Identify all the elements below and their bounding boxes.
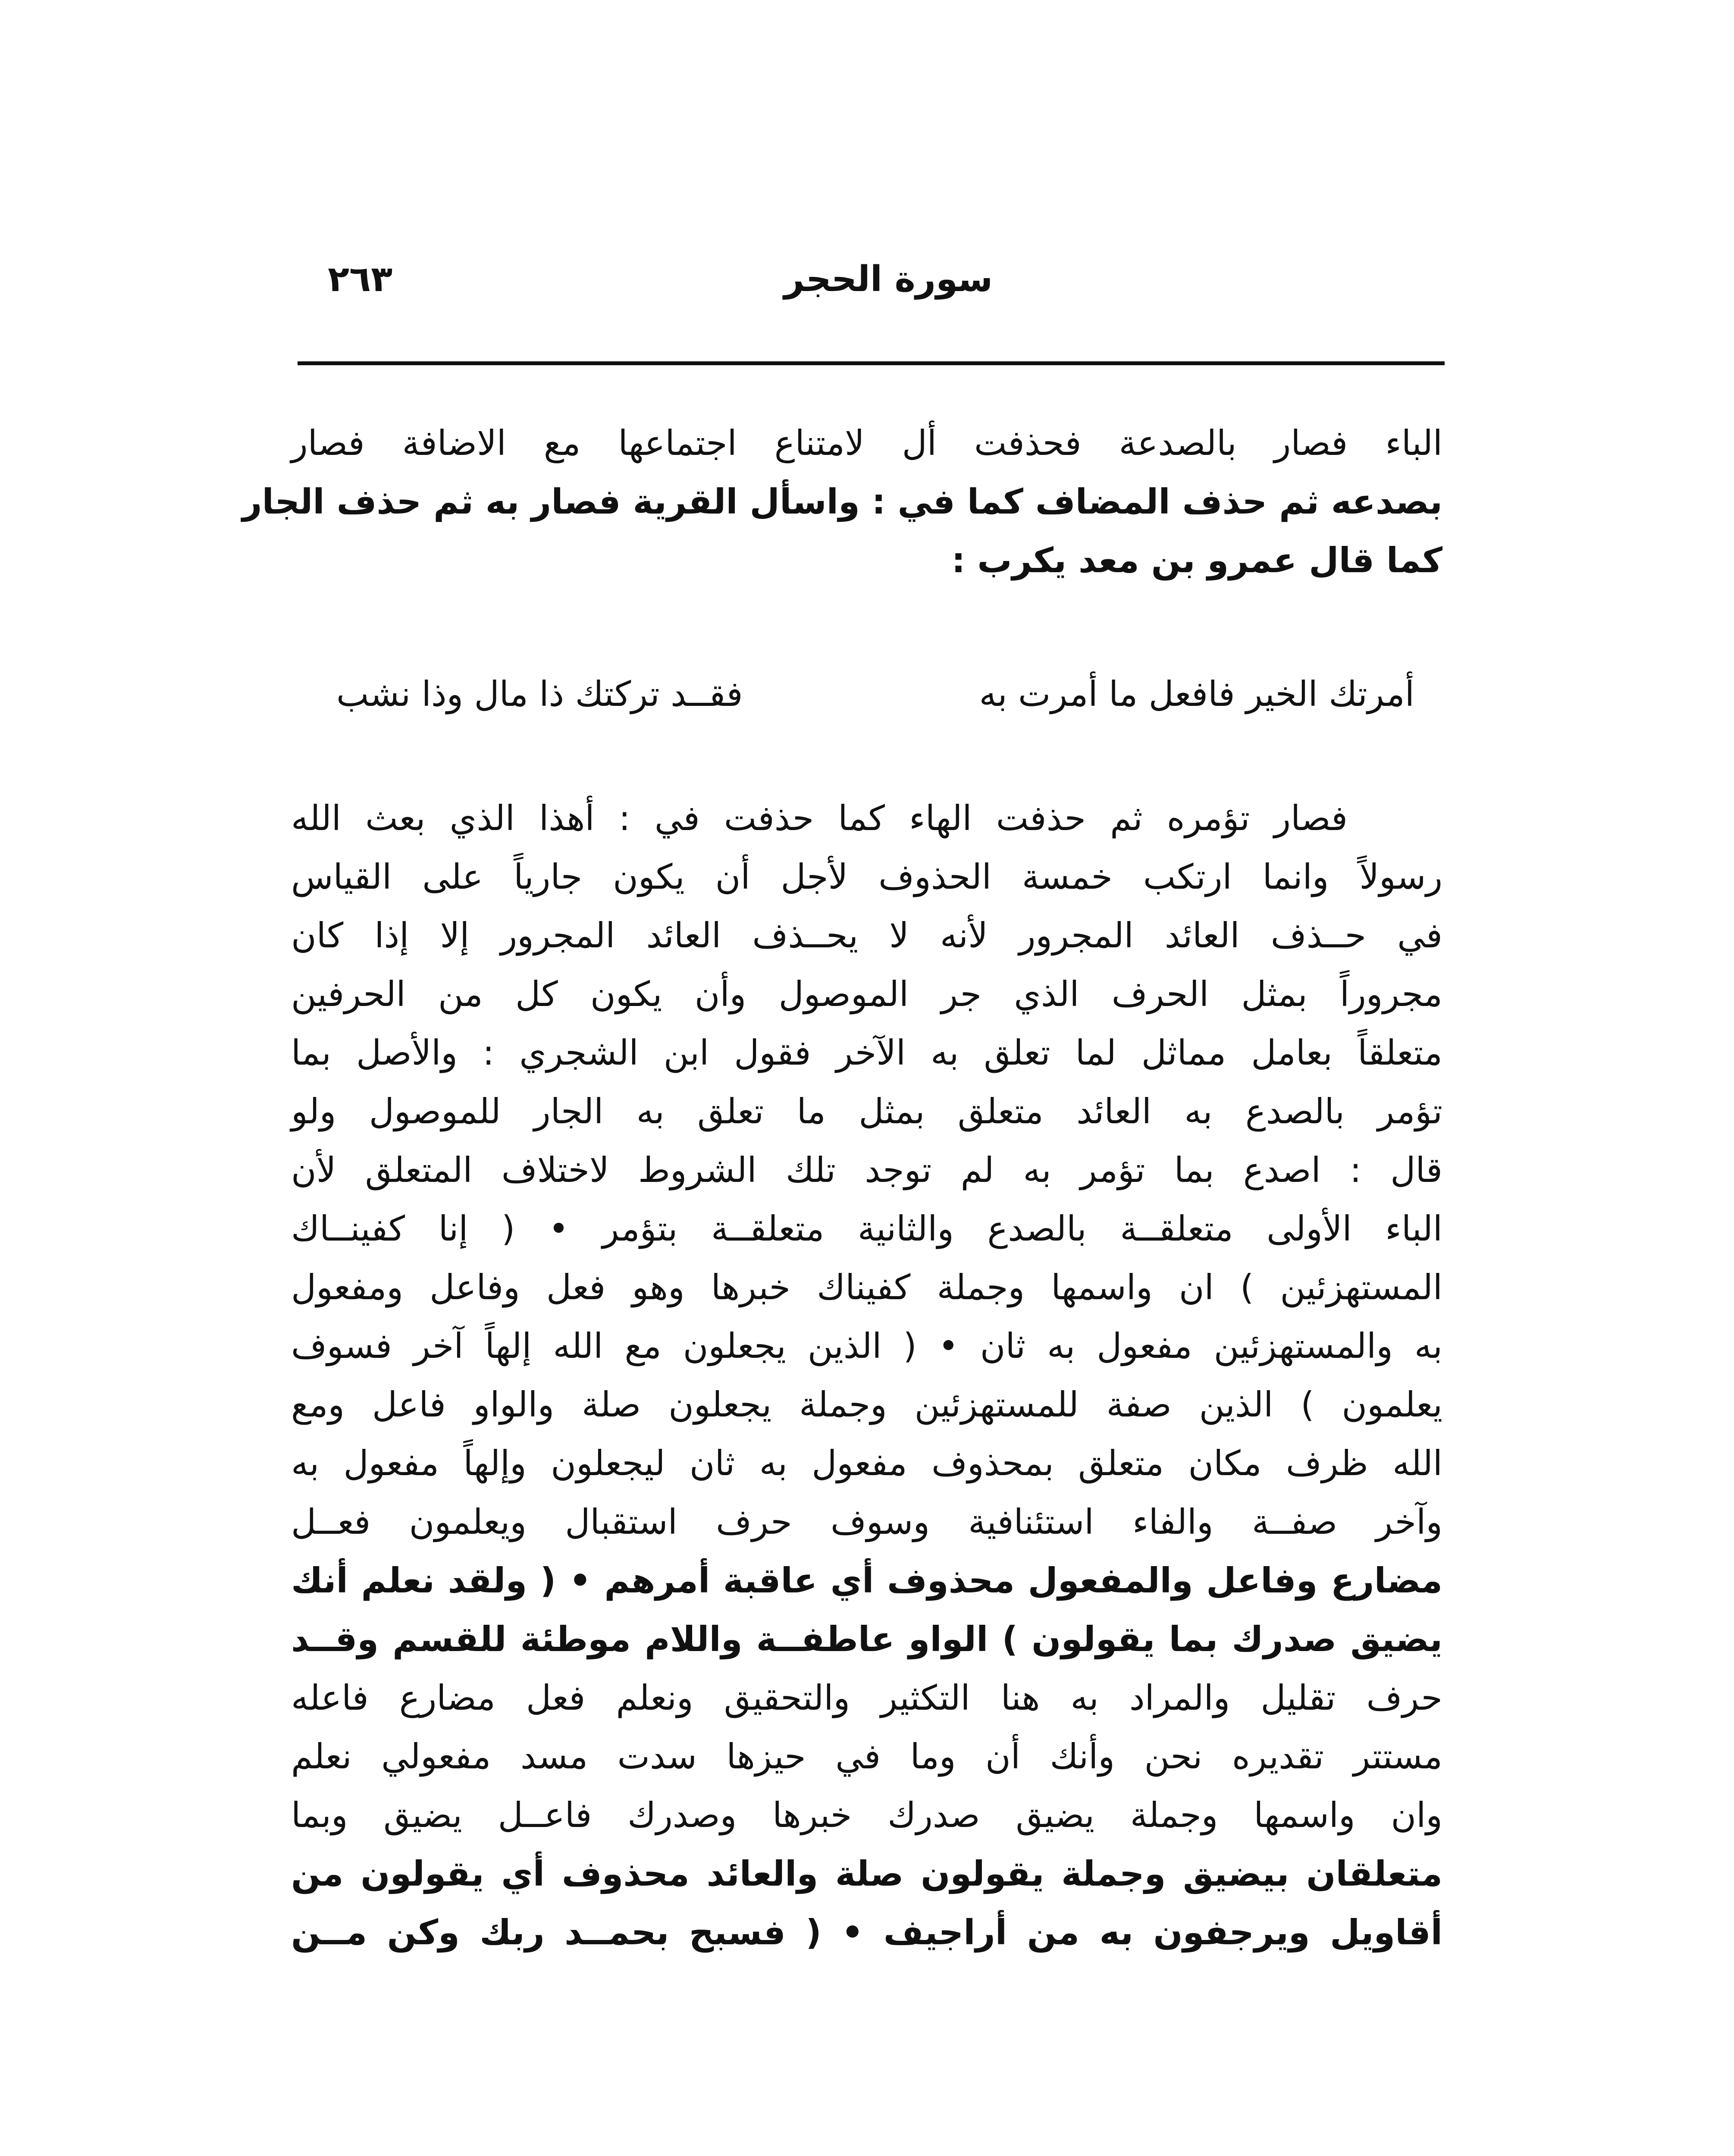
text-line: بصدعه ثم حذف المضاف كما في : واسأل القرية فصار به ثم حذف الجار — [242, 482, 1442, 522]
text-line: حرف تقليل والمراد به هنا التكثير والتحقيق ونعلم فعل مضارع فاعله — [291, 1678, 1442, 1718]
text-line: في حــذف العائد المجرور لأنه لا يحــذف العائد المجرور إلا إذا كان — [291, 915, 1442, 956]
text-line: مضارع وفاعل والمفعول محذوف أي عاقبة أمرهم • ( ولقد نعلم أنك — [291, 1561, 1442, 1601]
text-line: وآخر صفــة والفاء استئنافية وسوف حرف استقبال ويعلمون فعــل — [291, 1502, 1442, 1542]
text-line: الله ظرف مكان متعلق بمحذوف مفعول به ثان ليجعلون وإلهاً مفعول به — [291, 1443, 1442, 1483]
text-line: تؤمر بالصدع به العائد متعلق بمثل ما تعلق به الجار للموصول ولو — [291, 1091, 1442, 1131]
text-line: أقاويل ويرجفون به من أراجيف • ( فسبح بحمــد ربك وكن مــن — [291, 1912, 1442, 1952]
page-header — [328, 259, 1449, 319]
text-line: فصار تؤمره ثم حذفت الهاء كما حذفت في : أهذا الذي بعث الله — [291, 798, 1348, 838]
verse-second-hemistich: فقــد تركتك ذا مال وذا نشب — [336, 674, 743, 714]
running-title: سورة الحجر — [784, 259, 993, 300]
verse-first-hemistich: أمرتك الخير فافعل ما أمرت به — [979, 674, 1414, 714]
text-line: المستهزئين ) ان واسمها وجملة كفيناك خبرها وهو فعل وفاعل ومفعول — [291, 1267, 1442, 1307]
poetry-verse — [336, 664, 1414, 724]
text-line: مستتر تقديره نحن وأنك أن وما في حيزها سدت مسد مفعولي نعلم — [291, 1736, 1442, 1777]
text-line: متعلقان بيضيق وجملة يقولون صلة والعائد محذوف أي يقولون من — [291, 1854, 1442, 1894]
text-line: مجروراً بمثل الحرف الذي جر الموصول وأن يكون كل من الحرفين — [291, 974, 1442, 1014]
paragraph-1 — [242, 414, 1442, 590]
text-line: متعلقاً بعامل مماثل لما تعلق به الآخر فقول ابن الشجري : والأصل بما — [291, 1033, 1442, 1073]
page-number: ٢٦٣ — [328, 259, 393, 300]
text-line: يعلمون ) الذين صفة للمستهزئين وجملة يجعلون صلة والواو فاعل ومع — [291, 1385, 1442, 1425]
text-line: الباء فصار بالصدعة فحذفت أل لامتناع اجتماعها مع الاضافة فصار — [291, 423, 1442, 463]
text-line: كما قال عمرو بن معد يكرب : — [951, 540, 1442, 580]
text-line: به والمستهزئين مفعول به ثان • ( الذين يجعلون مع الله إلهاً آخر فسوف — [291, 1326, 1442, 1366]
text-line: الباء الأولى متعلقــة بالصدع والثانية متعلقــة بتؤمر • ( إنا كفينــاك — [291, 1209, 1442, 1249]
header-rule — [298, 361, 1445, 365]
text-line: يضيق صدرك بما يقولون ) الواو عاطفــة واللام موطئة للقسم وقــد — [291, 1619, 1442, 1659]
text-line: رسولاً وانما ارتكب خمسة الحذوف لأجل أن يكون جارياً على القياس — [291, 857, 1442, 897]
paragraph-2 — [291, 789, 1442, 1962]
text-line: وان واسمها وجملة يضيق صدرك خبرها وصدرك فاعــل يضيق وبما — [291, 1795, 1442, 1835]
text-line: قال : اصدع بما تؤمر به لم توجد تلك الشروط لاختلاف المتعلق لأن — [291, 1150, 1442, 1190]
